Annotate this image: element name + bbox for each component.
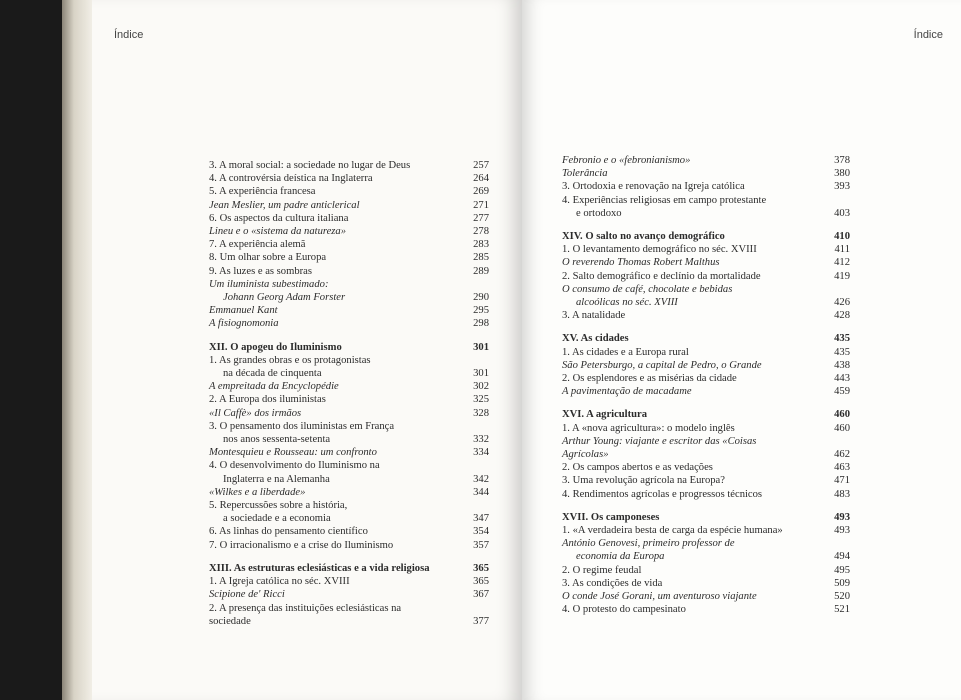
toc-entry-title: 1. O levantamento demográfico no séc. XVIII [562, 244, 757, 256]
toc-entry [562, 194, 850, 207]
toc-entry [209, 433, 489, 446]
toc-entry-title: O consumo de café, chocolate e bebidas [562, 283, 733, 295]
toc-entry [562, 603, 850, 616]
toc-entry [562, 537, 850, 550]
toc-entry-page-number: 459 [834, 386, 850, 398]
toc-entry-page-number: 347 [473, 513, 489, 525]
toc-entry-title: Scipione de' Ricci [209, 589, 285, 601]
toc-entry [209, 172, 489, 185]
toc-entry-page-number: 411 [834, 244, 850, 256]
toc-entry [209, 199, 489, 212]
toc-entry [209, 588, 489, 601]
toc-entry-title: A pavimentação de macadame [562, 386, 692, 398]
toc-entry-title: 3. O pensamento dos iluministas em França [209, 420, 395, 432]
toc-entry-title: 8. Um olhar sobre a Europa [209, 252, 327, 264]
toc-entry [562, 154, 850, 167]
toc-chapter-heading [562, 230, 850, 243]
toc-entry-page-number: 302 [473, 381, 489, 393]
toc-entry-title: 2. Os esplendores e as misérias da cidade [562, 373, 737, 385]
toc-entry [209, 539, 489, 552]
toc-entry-title: 9. As luzes e as sombras [209, 265, 312, 277]
toc-entry-page-number: 278 [473, 226, 489, 238]
toc-entry-page-number: 403 [834, 207, 850, 219]
toc-column [209, 159, 489, 628]
toc-entry-title: 7. O irracionalismo e a crise do Iluminismo [209, 539, 394, 551]
left-page-edge [62, 0, 92, 700]
toc-entry [562, 474, 850, 487]
toc-entry-title: Arthur Young: viajante e escritor das «Coisas Agrícolas» [562, 435, 757, 461]
toc-entry-title: Tolerância [562, 168, 608, 180]
toc-entry [209, 512, 489, 525]
toc-entry-title: «Wilkes e a liberdade» [209, 486, 306, 498]
section-gap [562, 501, 850, 511]
toc-entry [209, 486, 489, 499]
toc-entry-page-number: 301 [473, 341, 489, 353]
right-page [522, 0, 961, 700]
toc-entry-page-number: 325 [473, 394, 489, 406]
toc-entry [209, 304, 489, 317]
toc-entry-title: a sociedade e a economia [223, 513, 331, 525]
toc-entry [562, 256, 850, 269]
toc-entry-title: 3. Uma revolução agrícola na Europa? [562, 475, 725, 487]
section-gap [209, 331, 489, 341]
section-gap [562, 220, 850, 230]
toc-entry-page-number: 521 [834, 604, 850, 616]
toc-entry-page-number: 460 [834, 409, 850, 421]
toc-entry [562, 524, 850, 537]
toc-entry-page-number: 367 [473, 589, 489, 601]
toc-entry [562, 309, 850, 322]
toc-entry [209, 251, 489, 264]
toc-entry-title: O reverendo Thomas Robert Malthus [562, 257, 720, 269]
toc-entry-page-number: 269 [473, 186, 489, 198]
toc-entry-page-number: 365 [473, 576, 489, 588]
toc-entry-page-number: 257 [473, 160, 489, 171]
toc-entry [562, 180, 850, 193]
toc-entry-title: 1. «A verdadeira besta de carga da espécie humana» [562, 525, 783, 537]
toc-entry-title: XVI. A agricultura [562, 409, 648, 421]
toc-entry-page-number: 283 [473, 239, 489, 251]
toc-entry-page-number: 328 [473, 407, 489, 419]
toc-entry-title: 3. As condições de vida [562, 577, 663, 589]
toc-entry [209, 225, 489, 238]
toc-entry-title: 2. Salto demográfico e declínio da mortalidade [562, 270, 761, 282]
toc-entry-title: Um iluminista subestimado: [209, 278, 329, 290]
toc-entry-title: 4. Experiências religiosas em campo protestante [562, 194, 767, 206]
toc-entry [562, 283, 850, 296]
toc-entry [209, 212, 489, 225]
toc-entry-title: 4. Rendimentos agrícolas e progressos técnicos [562, 488, 763, 500]
toc-entry-title: nos anos sessenta-setenta [223, 434, 331, 446]
toc-entry-title: 2. O regime feudal [562, 564, 642, 576]
toc-entry-page-number: 419 [834, 270, 850, 282]
toc-entry [562, 207, 850, 220]
toc-entry-page-number: 295 [473, 305, 489, 317]
toc-entry [209, 380, 489, 393]
toc-entry-page-number: 438 [834, 359, 850, 371]
toc-entry-page-number: 495 [834, 564, 850, 576]
toc-entry-page-number: 460 [834, 422, 850, 434]
toc-entry [209, 159, 489, 172]
toc-entry-page-number: 412 [834, 257, 850, 269]
toc-entry-title: 2. A Europa dos iluministas [209, 394, 326, 406]
toc-entry-title: 3. Ortodoxia e renovação na Igreja católica [562, 181, 745, 193]
toc-entry-title: 7. A experiência alemã [209, 239, 306, 251]
toc-entry [562, 577, 850, 590]
toc-entry-page-number: 354 [473, 526, 489, 538]
toc-entry-page-number: 520 [834, 591, 850, 603]
toc-entry-page-number: 494 [834, 551, 850, 563]
toc-entry-page-number: 332 [473, 434, 489, 446]
toc-entry-title: XIV. O salto no avanço demográfico [562, 231, 725, 243]
toc-entry-page-number: 290 [473, 292, 489, 304]
toc-entry [562, 372, 850, 385]
toc-entry [562, 385, 850, 398]
running-head-left: Índice [114, 29, 144, 41]
toc-entry-page-number: 483 [834, 488, 850, 500]
toc-entry-title: 5. Repercussões sobre a história, [209, 500, 348, 512]
toc-entry [562, 422, 850, 435]
toc-entry-page-number: 426 [834, 297, 850, 309]
toc-entry [209, 525, 489, 538]
toc-entry-title: António Genovesi, primeiro professor de [562, 538, 735, 550]
toc-entry-title: 2. Os campos abertos e as vedações [562, 462, 713, 474]
toc-entry-title: A fisiognomonia [209, 318, 279, 330]
toc-entry [209, 278, 489, 291]
toc-entry-page-number: 509 [834, 577, 850, 589]
section-gap [209, 552, 489, 562]
toc-entry [562, 270, 850, 283]
toc-entry-title: Emmanuel Kant [209, 305, 278, 317]
toc-entry-page-number: 428 [834, 310, 850, 322]
toc-entry-page-number: 271 [473, 199, 489, 211]
toc-entry-title: economia da Europa [576, 551, 665, 563]
toc-entry-page-number: 378 [834, 155, 850, 166]
toc-entry-page-number: 463 [834, 462, 850, 474]
toc-entry-page-number: 334 [473, 447, 489, 459]
toc-entry-title: Inglaterra e na Alemanha [223, 473, 330, 485]
toc-entry-page-number: 357 [473, 539, 489, 551]
toc-entry [209, 499, 489, 512]
toc-entry-page-number: 301 [473, 368, 489, 380]
toc-entry-page-number: 435 [834, 333, 850, 345]
toc-entry-title: Febronio e o «febronianismo» [562, 155, 691, 166]
toc-entry-title: 3. A moral social: a sociedade no lugar de Deus [209, 160, 411, 171]
toc-entry-title: 1. A «nova agricultura»: o modelo inglês [562, 422, 735, 434]
toc-entry-page-number: 342 [473, 473, 489, 485]
toc-entry-title: XII. O apogeu do Iluminismo [209, 341, 342, 353]
toc-entry [562, 243, 850, 256]
toc-entry [209, 446, 489, 459]
toc-entry-title: A empreitada da Encyclopédie [209, 381, 339, 393]
toc-entry [209, 238, 489, 251]
toc-entry-title: 2. A presença das instituições eclesiásticas na sociedade [209, 602, 402, 627]
toc-entry [562, 359, 850, 372]
toc-entry-page-number: 410 [834, 231, 850, 243]
toc-entry [209, 354, 489, 367]
toc-entry [209, 265, 489, 278]
toc-entry [209, 393, 489, 406]
toc-entry-page-number: 285 [473, 252, 489, 264]
toc-entry-title: 1. As grandes obras e os protagonistas [209, 354, 371, 366]
toc-entry-title: 4. O desenvolvimento do Iluminismo na [209, 460, 380, 472]
toc-entry-page-number: 298 [473, 318, 489, 330]
toc-entry [562, 550, 850, 563]
toc-column [562, 154, 850, 617]
running-head-right: Índice [913, 29, 943, 41]
toc-entry-page-number: 393 [834, 181, 850, 193]
toc-entry-title: 4. O protesto do campesinato [562, 604, 686, 616]
toc-entry-title: Lineu e o «sistema da natureza» [209, 226, 347, 238]
toc-entry-title: XVII. Os camponeses [562, 511, 660, 523]
toc-entry-page-number: 277 [473, 212, 489, 224]
toc-chapter-heading [562, 332, 850, 345]
toc-entry [209, 420, 489, 433]
toc-entry-title: «Il Caffè» dos irmãos [209, 407, 302, 419]
toc-entry-title: XV. As cidades [562, 333, 629, 345]
toc-entry [209, 185, 489, 198]
toc-entry-title: 3. A natalidade [562, 310, 626, 322]
toc-entry-title: O conde José Gorani, um aventuroso viajante [562, 591, 757, 603]
toc-entry-title: XIII. As estruturas eclesiásticas e a vida religiosa [209, 562, 430, 574]
toc-entry [562, 435, 850, 461]
toc-entry-page-number: 443 [834, 373, 850, 385]
toc-entry [209, 317, 489, 330]
toc-entry-page-number: 380 [834, 168, 850, 180]
toc-entry-title: 1. As cidades e a Europa rural [562, 346, 689, 358]
toc-entry-title: Montesquieu e Rousseau: um confronto [209, 447, 377, 459]
toc-entry-page-number: 289 [473, 265, 489, 277]
toc-entry [209, 291, 489, 304]
toc-chapter-heading [562, 408, 850, 421]
left-page [92, 0, 522, 700]
toc-entry-page-number: 377 [473, 615, 489, 627]
toc-entry [562, 590, 850, 603]
toc-entry-title: Johann Georg Adam Forster [223, 292, 346, 304]
toc-entry [209, 459, 489, 472]
toc-chapter-heading [562, 511, 850, 524]
toc-entry [562, 296, 850, 309]
toc-entry-title: 4. A controvérsia deística na Inglaterra [209, 173, 373, 185]
toc-entry-page-number: 493 [834, 511, 850, 523]
toc-entry-page-number: 365 [473, 562, 489, 574]
toc-entry [562, 167, 850, 180]
toc-chapter-heading [209, 341, 489, 354]
toc-entry-title: 6. Os aspectos da cultura italiana [209, 212, 349, 224]
toc-entry-page-number: 471 [834, 475, 850, 487]
toc-entry-title: e ortodoxo [576, 207, 622, 219]
toc-entry [209, 407, 489, 420]
toc-entry-page-number: 462 [834, 449, 850, 461]
toc-entry [562, 461, 850, 474]
toc-entry-page-number: 344 [473, 486, 489, 498]
toc-entry [562, 488, 850, 501]
toc-entry-title: 6. As linhas do pensamento científico [209, 526, 368, 538]
toc-entry [562, 346, 850, 359]
toc-entry-page-number: 435 [834, 346, 850, 358]
toc-entry [209, 602, 489, 628]
toc-entry-page-number: 493 [834, 525, 850, 537]
section-gap [562, 322, 850, 332]
toc-entry [562, 564, 850, 577]
toc-entry-title: alcoólicas no séc. XVIII [576, 297, 678, 309]
section-gap [562, 398, 850, 408]
toc-entry-title: 1. A Igreja católica no séc. XVIII [209, 576, 350, 588]
toc-entry [209, 473, 489, 486]
toc-chapter-heading [209, 562, 489, 575]
toc-entry-page-number: 264 [473, 173, 489, 185]
toc-entry-title: Jean Meslier, um padre anticlerical [209, 199, 360, 211]
toc-entry-title: na década de cinquenta [223, 368, 322, 380]
toc-entry [209, 367, 489, 380]
toc-entry [209, 575, 489, 588]
toc-entry-title: 5. A experiência francesa [209, 186, 316, 198]
toc-entry-title: São Petersburgo, a capital de Pedro, o Grande [562, 359, 762, 371]
